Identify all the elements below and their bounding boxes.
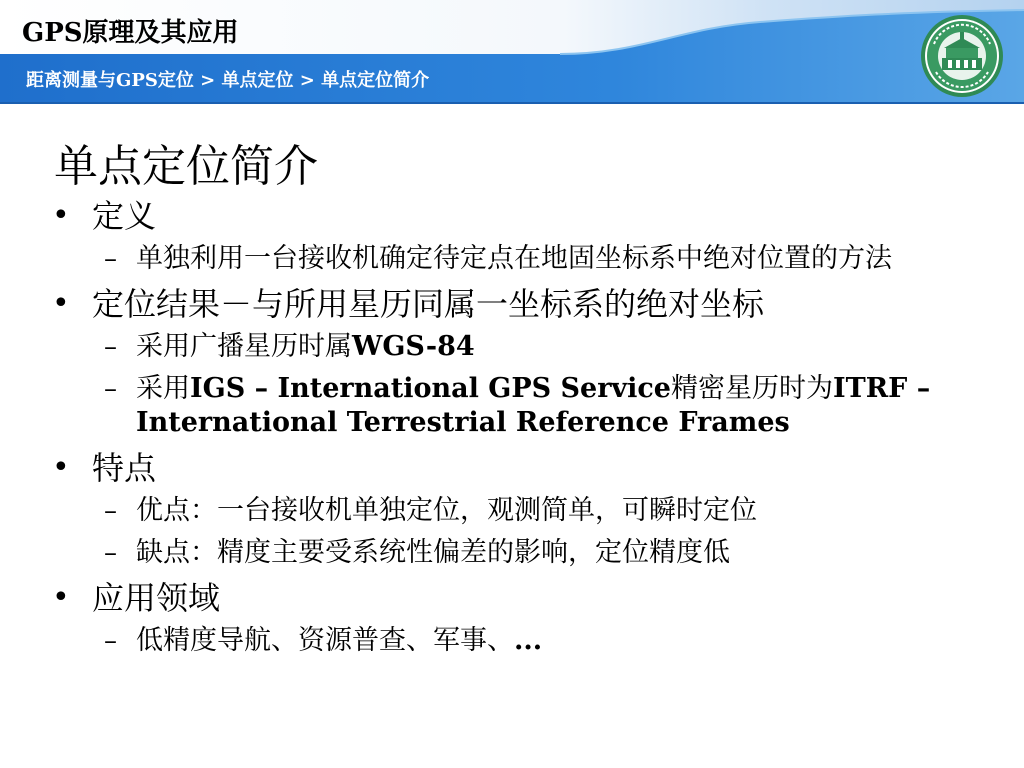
sub-bullet-text: 采用 [136,373,190,404]
header-banner [0,0,1024,104]
bullet-list [0,196,1024,666]
sub-bullet-item [0,536,1024,570]
bullet-text: 定义 [92,197,157,235]
bullet-item [0,196,1024,236]
sub-bullet-item [0,494,1024,528]
sub-bullet-mark: – [104,332,117,362]
bullet-text: 定位结果－与所用星历同属一坐标系的绝对坐标 [92,285,765,323]
breadcrumb[interactable]: 距离测量与GPS定位 > 单点定位 > 单点定位简介 [26,70,430,91]
bullet-mark: • [52,580,70,615]
sub-bullet-item [0,330,1024,364]
sub-bullet-mark: – [104,626,117,656]
bullet-mark: • [52,450,70,485]
course-title: GPS原理及其应用 [22,18,239,48]
sub-bullet-bold-text: IGS – International GPS Service [190,373,671,404]
sub-bullet-text: 缺点：精度主要受系统性偏差的影响，定位精度低 [136,537,730,568]
sub-bullet-text: 低精度导航、资源普查、军事、 [136,625,514,656]
sub-bullet-mark: – [104,244,117,274]
sub-bullet-mark: – [104,496,117,526]
sub-bullet-item [0,624,1024,658]
sub-bullet-mark: – [104,538,117,568]
bullet-text: 特点 [92,449,157,487]
sub-bullet-text: 优点：一台接收机单独定位，观测简单，可瞬时定位 [136,495,757,526]
bullet-item [0,284,1024,324]
university-seal-icon [920,14,1004,98]
sub-bullet-text: 单独利用一台接收机确定待定点在地固坐标系中绝对位置的方法 [136,243,892,274]
bullet-item [0,448,1024,488]
sub-bullet-bold-text: ITRF – International Terrestrial Reference Frames [136,373,931,438]
sub-bullet-text: 采用广播星历时属 [136,331,352,362]
bullet-item [0,578,1024,618]
sub-bullet-bold-text: WGS-84 [352,331,475,362]
slide-title: 单点定位简介 [54,141,318,192]
sub-bullet-mark: – [104,374,117,404]
sub-bullet-bold-text: ... [514,625,543,656]
bullet-text: 应用领域 [92,579,221,617]
bullet-mark: • [52,286,70,321]
bullet-mark: • [52,198,70,233]
sub-bullet-item [0,242,1024,276]
sub-bullet-item [0,372,1024,440]
sub-bullet-text: 精密星历时为 [671,373,833,404]
